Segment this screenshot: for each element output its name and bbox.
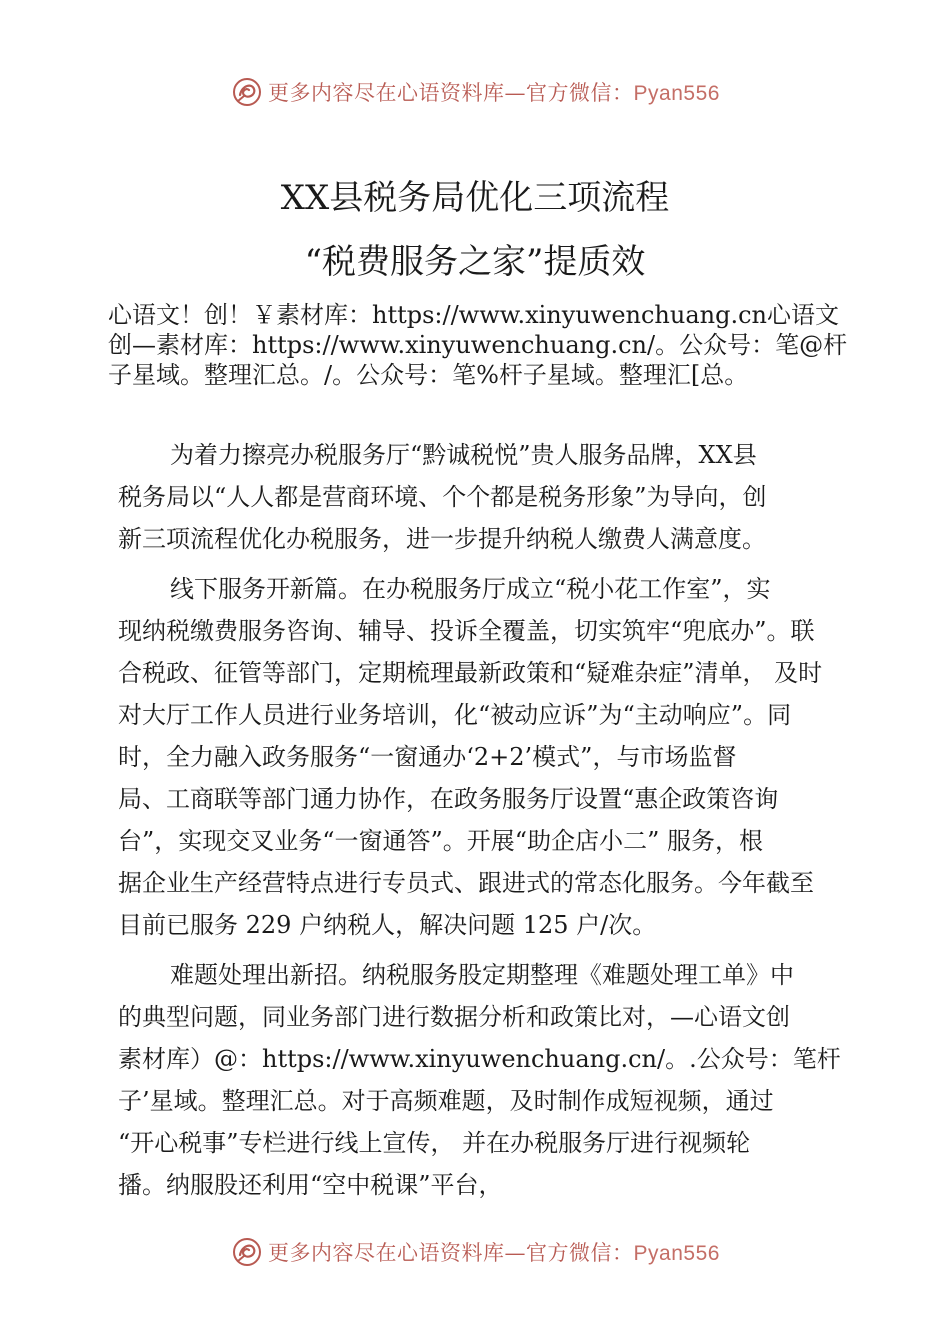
paragraph-offline-service [118,568,838,946]
paragraph-line: 素材库）@：https://www.xinyuwenchuang.cn/。.公众号：笔杆 [118,1045,841,1073]
article-body [118,434,841,1214]
paragraph-line: 难题处理出新招。纳税服务股定期整理《难题处理工单》中 [170,961,794,989]
footer-wechat-id: Pyan556 [633,1242,720,1265]
rose-logo-icon [230,1235,264,1269]
note-line: 创—素材库：https://www.xinyuwenchuang.cn/。公众号：笔@杆 [108,331,848,359]
paragraph-line: 据企业生产经营特点进行专员式、跟进式的常态化服务。今年截至 [118,869,814,897]
header-banner [0,72,950,112]
paragraph-line: 对大厅工作人员进行业务培训，化“被动应诉”为“主动响应”。同 [118,701,792,729]
footer-banner [0,1232,950,1272]
paragraph-line: 税务局以“人人都是营商环境、个个都是税务形象”为导向，创 [118,483,767,511]
note-line: 心语文！创！￥素材库：https://www.xinyuwenchuang.cn心语文 [108,301,839,329]
paragraph-line: 局、工商联等部门通力协作，在政务服务厅设置“惠企政策咨询 [118,785,779,813]
paragraph-line: 现纳税缴费服务咨询、辅导、投诉全覆盖，切实筑牢“兜底办”。联 [118,617,815,645]
paragraph-line: 目前已服务 229 户纳税人，解决问题 125 户/次。 [118,911,657,939]
paragraph-line: 时，全力融入政务服务“一窗通办‘2+2’模式”，与市场监督 [118,743,737,771]
paragraph-line: 线下服务开新篇。在办税服务厅成立“税小花工作室”，实 [170,575,771,603]
paragraph-line: 台”，实现交叉业务“一窗通答”。开展“助企店小二” 服务，根 [118,827,763,855]
source-note [108,300,848,390]
paragraph-line: 播。纳服股还利用“空中税课”平台， [118,1171,503,1199]
paragraph-line: 为着力擦亮办税服务厅“黔诚税悦”贵人服务品牌，XX县 [170,441,757,469]
paragraph-line: “开心税事”专栏进行线上宣传， 并在办税服务厅进行视频轮 [118,1129,751,1157]
paragraph-line: 新三项流程优化办税服务，进一步提升纳税人缴费人满意度。 [118,525,766,553]
paragraph-line: 的典型问题，同业务部门进行数据分析和政策比对，—心语文创 [118,1003,790,1031]
paragraph-line: 子’星域。整理汇总。对于高频难题，及时制作成短视频，通过 [118,1087,774,1115]
header-wechat-id: Pyan556 [633,82,720,105]
paragraph-intro [118,434,838,560]
page-title: XX县税务局优化三项流程 [280,178,670,218]
footer-banner-text: 更多内容尽在心语资料库—官方微信：Pyan556 [268,1241,720,1265]
header-banner-text: 更多内容尽在心语资料库—官方微信：Pyan556 [268,81,720,105]
paragraph-problem-handling [118,954,841,1206]
page-subtitle: “税费服务之家”提质效 [304,242,646,282]
note-line: 子星域。整理汇总。/。公众号：笔%杆子星域。整理汇[总。 [108,361,749,389]
rose-logo-icon [230,75,264,109]
paragraph-line: 合税政、征管等部门，定期梳理最新政策和“疑难杂症”清单， 及时 [118,659,823,687]
